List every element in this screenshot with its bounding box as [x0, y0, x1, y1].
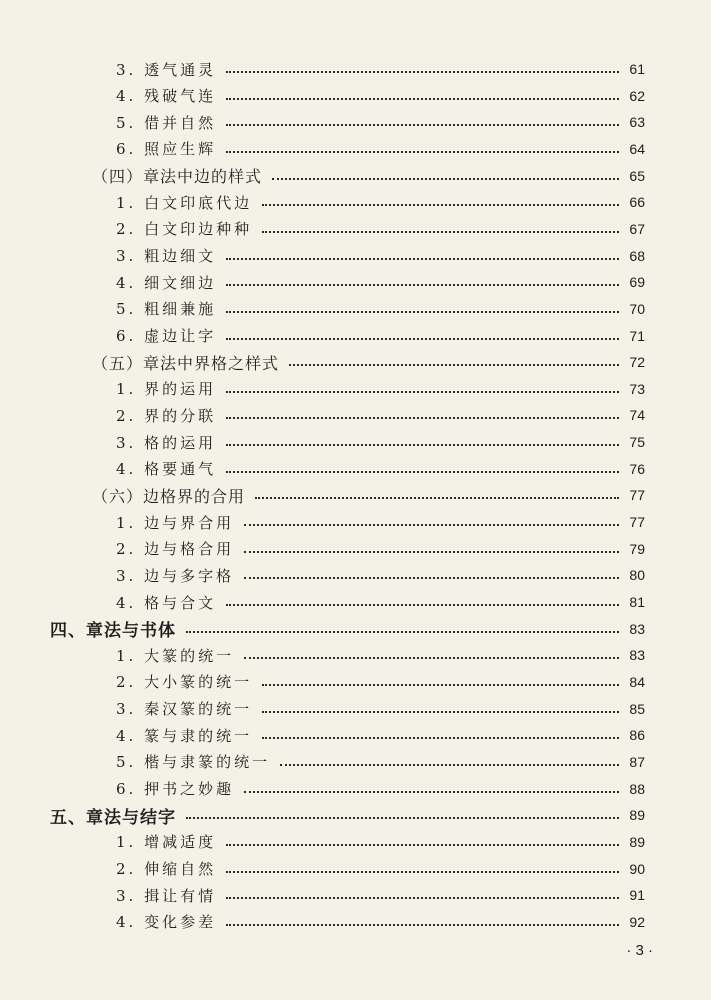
toc-entry-sub — [116, 56, 645, 82]
toc-entry-title: 2. 白文印边种种 — [116, 220, 253, 239]
toc-entry-sub — [116, 536, 645, 562]
toc-entry-page: 77 — [629, 514, 645, 531]
toc-entry-sub — [116, 749, 645, 775]
toc-entry-sub — [116, 856, 645, 882]
dot-leader — [244, 791, 619, 793]
toc-entry-page: 91 — [629, 887, 645, 904]
toc-entry-page: 63 — [629, 114, 645, 131]
toc-entry-page: 61 — [629, 61, 645, 77]
toc-entry-title: 1. 大篆的统一 — [116, 646, 235, 665]
toc-entry-sub — [116, 909, 645, 935]
page-number: · 3 · — [626, 942, 653, 959]
toc-entry-sub — [116, 589, 645, 615]
toc-entry-page: 83 — [629, 620, 645, 637]
toc-entry-page: 75 — [629, 434, 645, 451]
toc-entry-title: 1. 增减适度 — [116, 833, 217, 852]
dot-leader — [262, 231, 619, 233]
toc-entry-title: 2. 界的分联 — [116, 406, 217, 425]
dot-leader — [226, 604, 619, 606]
toc-entry-sub — [116, 296, 645, 322]
dot-leader — [226, 284, 619, 286]
toc-entry-page: 84 — [629, 673, 645, 690]
toc-entry-title: 4. 残破气连 — [116, 87, 217, 106]
toc-entry-page: 76 — [629, 460, 645, 477]
toc-entry-title: 1. 界的运用 — [116, 380, 217, 399]
toc-entry-page: 69 — [629, 274, 645, 291]
toc-entry-section — [92, 349, 645, 375]
toc-entry-page: 86 — [629, 727, 645, 744]
dot-leader — [262, 204, 619, 206]
dot-leader — [226, 311, 619, 313]
dot-leader — [226, 258, 619, 260]
toc-entry-page: 90 — [629, 860, 645, 877]
toc-entry-title: 1. 边与界合用 — [116, 513, 235, 532]
toc-entry-title: 3. 揖让有情 — [116, 886, 217, 905]
dot-leader — [226, 98, 619, 100]
toc-entry-sub — [116, 776, 645, 802]
toc-entry-title: 五、章法与结字 — [50, 807, 176, 828]
toc-entry-chapter — [50, 616, 645, 642]
toc-entry-title: 6. 押书之妙趣 — [116, 780, 235, 799]
dot-leader — [226, 471, 619, 473]
dot-leader — [226, 124, 619, 126]
toc-entry-title: 5. 粗细兼施 — [116, 300, 217, 319]
dot-leader — [262, 737, 619, 739]
toc-entry-page: 89 — [629, 807, 645, 824]
toc-entry-title: 2. 伸缩自然 — [116, 860, 217, 878]
dot-leader — [244, 657, 619, 659]
dot-leader — [244, 524, 619, 526]
toc-entry-sub — [116, 642, 645, 668]
toc-entry-title: 1. 白文印底代边 — [116, 193, 253, 212]
toc-entry-sub — [116, 696, 645, 722]
dot-leader — [226, 338, 619, 340]
toc-entry-sub — [116, 189, 645, 215]
toc-entry-title: 2. 边与格合用 — [116, 540, 235, 559]
toc-entry-sub — [116, 136, 645, 162]
toc-entry-page: 64 — [629, 140, 645, 157]
toc-entry-section — [92, 163, 645, 189]
toc-entry-title: 3. 透气通灵 — [116, 60, 217, 79]
dot-leader — [226, 844, 619, 846]
toc-entry-title: 4. 变化参差 — [116, 913, 217, 932]
dot-leader — [289, 364, 619, 366]
toc-entry-chapter — [50, 802, 645, 828]
dot-leader — [280, 764, 619, 766]
dot-leader — [186, 817, 619, 819]
toc-entry-title: （四）章法中边的样式 — [92, 167, 263, 187]
toc-entry-sub — [116, 109, 645, 135]
toc-entry-sub — [116, 429, 645, 455]
toc-entry-title: 2. 大小篆的统一 — [116, 673, 253, 692]
toc-entry-page: 73 — [629, 380, 645, 397]
toc-entry-page: 81 — [629, 594, 645, 610]
toc-entry-page: 80 — [629, 567, 645, 584]
toc-entry-title: （五）章法中界格之样式 — [92, 353, 280, 373]
toc-entry-sub — [116, 323, 645, 349]
dot-leader — [272, 178, 619, 180]
toc-entry-page: 88 — [629, 780, 645, 797]
dot-leader — [226, 897, 619, 899]
dot-leader — [226, 417, 619, 419]
toc-entry-page: 92 — [629, 913, 645, 930]
toc-entry-sub — [116, 376, 645, 402]
toc-entry-page: 85 — [629, 700, 645, 717]
toc-entry-page: 65 — [629, 167, 645, 184]
toc-entry-page: 74 — [629, 407, 645, 424]
dot-leader — [262, 684, 619, 686]
toc-entry-sub — [116, 829, 645, 855]
toc-entry-page: 72 — [629, 354, 645, 371]
toc-entry-page: 87 — [629, 753, 645, 770]
toc-entry-title: 6. 虚边让字 — [116, 327, 217, 345]
dot-leader — [262, 711, 619, 713]
toc-entry-sub — [116, 509, 645, 535]
dot-leader — [226, 391, 619, 393]
toc-entry-sub — [116, 243, 645, 269]
toc-entry-page: 62 — [629, 87, 645, 104]
toc-entry-sub — [116, 269, 645, 295]
dot-leader — [226, 871, 619, 873]
toc-entry-title: 3. 边与多字格 — [116, 566, 235, 585]
toc-entry-title: 四、章法与书体 — [50, 621, 176, 642]
toc-entry-sub — [116, 83, 645, 109]
toc-entry-sub — [116, 722, 645, 748]
toc-entry-page: 68 — [629, 247, 645, 264]
toc-entry-page: 79 — [629, 540, 645, 557]
dot-leader — [255, 497, 619, 499]
toc-entry-title: 5. 楷与隶篆的统一 — [116, 753, 271, 772]
toc-entry-page: 83 — [629, 647, 645, 664]
toc-entry-sub — [116, 402, 645, 428]
dot-leader — [244, 551, 619, 553]
dot-leader — [244, 577, 619, 579]
toc-entry-sub — [116, 216, 645, 242]
toc-entry-title: （六）边格界的合用 — [92, 486, 246, 506]
toc-entry-title: 4. 篆与隶的统一 — [116, 726, 253, 745]
toc-entry-page: 71 — [629, 327, 645, 344]
dot-leader — [226, 444, 619, 446]
toc-entry-section — [92, 482, 645, 508]
toc-entry-page: 70 — [629, 300, 645, 317]
dot-leader — [226, 151, 619, 153]
toc-entry-title: 3. 秦汉篆的统一 — [116, 700, 253, 719]
dot-leader — [186, 631, 619, 633]
toc-entry-title: 5. 借并自然 — [116, 113, 217, 132]
toc-entry-title: 4. 格与合文 — [116, 593, 217, 612]
toc-entry-title: 4. 细文细边 — [116, 273, 217, 292]
toc-entry-sub — [116, 456, 645, 482]
dot-leader — [226, 71, 619, 73]
toc-entry-sub — [116, 562, 645, 588]
toc-entry-title: 4. 格要通气 — [116, 460, 217, 479]
toc-entry-page: 66 — [629, 194, 645, 211]
toc-entry-sub — [116, 882, 645, 908]
toc-entry-page: 67 — [629, 220, 645, 237]
toc-entry-page: 89 — [629, 833, 645, 850]
dot-leader — [226, 924, 619, 926]
toc-entry-page: 77 — [629, 487, 645, 504]
toc-entry-sub — [116, 669, 645, 695]
toc-entry-title: 6. 照应生辉 — [116, 140, 217, 159]
toc-entry-title: 3. 格的运用 — [116, 433, 217, 452]
toc-entry-title: 3. 粗边细文 — [116, 247, 217, 266]
